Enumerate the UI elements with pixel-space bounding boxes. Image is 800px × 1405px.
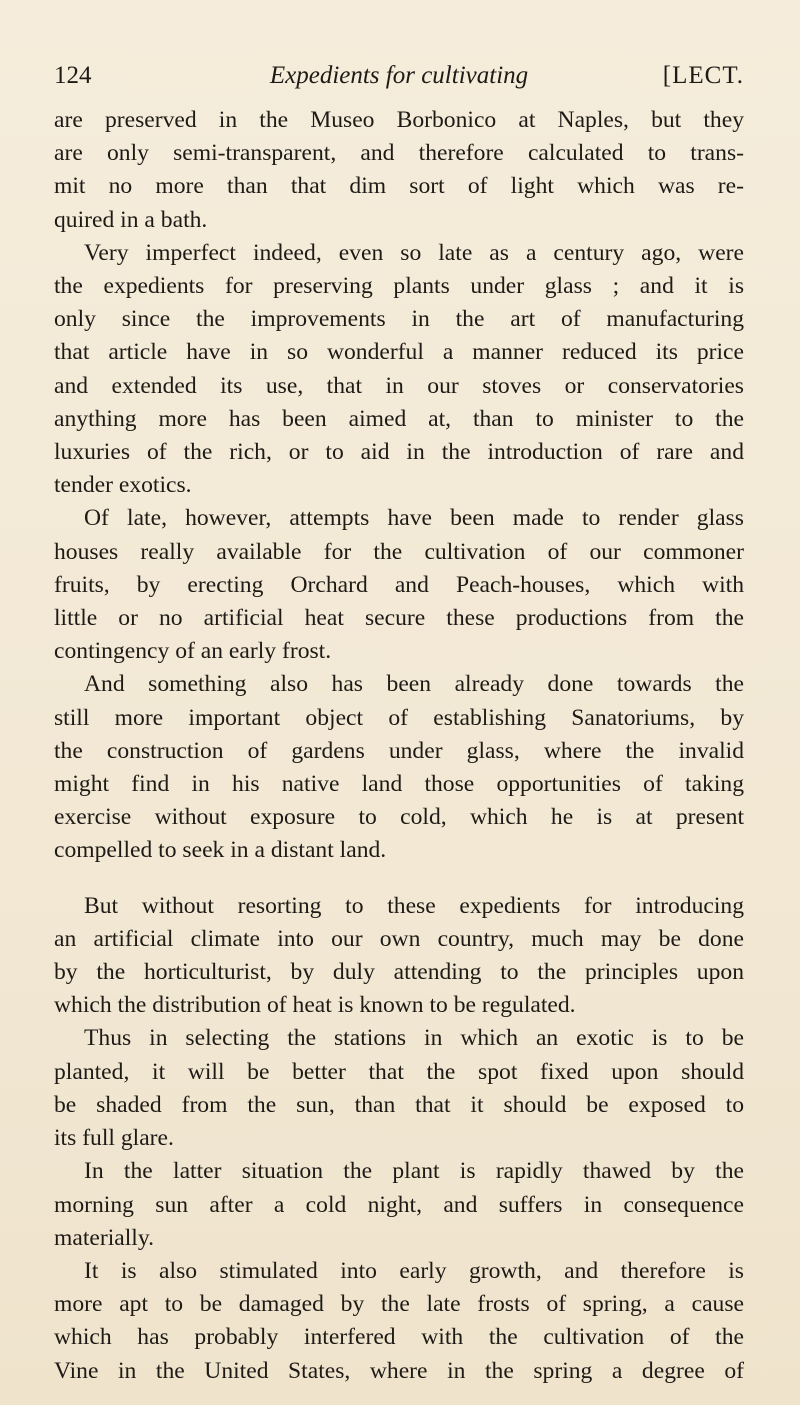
text-line: quired in a bath. <box>54 206 208 233</box>
text-line: Of late, however, attempts have been made to render glass <box>84 505 744 532</box>
section-mark: [LECT. <box>662 62 744 89</box>
text-line: are only semi-transparent, and therefore calculated to trans- <box>54 140 744 167</box>
text-line: morning sun after a cold night, and suffers in consequence <box>54 1191 744 1218</box>
text-line: exercise without exposure to cold, which he is at present <box>54 804 744 831</box>
text-line: tender exotics. <box>54 472 192 499</box>
text-line: might find in his native land those opportunities of taking <box>54 771 744 798</box>
text-line: compelled to seek in a distant land. <box>54 837 387 864</box>
page-header <box>54 58 744 94</box>
text-line: But without resorting to these expedients for introducing <box>84 892 744 919</box>
text-line: the expedients for preserving plants under glass ; and it is <box>54 273 744 300</box>
text-line: Thus in selecting the stations in which an exotic is to be <box>84 1025 744 1052</box>
paragraph-1 <box>54 104 744 237</box>
text-line: mit no more than that dim sort of light which was re- <box>54 173 744 200</box>
paragraph-4 <box>54 668 744 867</box>
text-line: Very imperfect indeed, even so late as a century ago, were <box>84 239 744 266</box>
text-line: that article have in so wonderful a manner reduced its price <box>54 339 744 366</box>
text-line: luxuries of the rich, or to aid in the introduction of rare and <box>54 439 744 466</box>
text-line: planted, it will be better that the spot fixed upon should <box>54 1058 744 1085</box>
text-line: an artificial climate into our own country, much may be done <box>54 925 744 952</box>
paragraph-2 <box>54 237 744 503</box>
text-line: anything more has been aimed at, than to minister to the <box>54 405 744 432</box>
text-line: materially. <box>54 1224 155 1251</box>
text-line: still more important object of establishing Sanatoriums, by <box>54 704 744 731</box>
paragraph-gap <box>54 868 744 890</box>
text-line: houses really available for the cultivation of our commoner <box>54 538 744 565</box>
running-title: Expedients for cultivating <box>269 62 529 89</box>
text-line: the construction of gardens under glass, where the invalid <box>54 737 744 764</box>
text-line: And something also has been already done towards the <box>84 671 744 698</box>
paragraph-6 <box>54 1022 744 1155</box>
paragraph-3 <box>54 502 744 668</box>
text-line: more apt to be damaged by the late frosts of spring, a cause <box>54 1291 744 1318</box>
text-line: and extended its use, that in our stoves or conservatories <box>54 372 744 399</box>
paragraph-7 <box>54 1155 744 1255</box>
text-line: little or no artificial heat secure these productions from the <box>54 605 744 632</box>
page-number: 124 <box>54 62 92 89</box>
text-line: its full glare. <box>54 1125 174 1152</box>
text-line: contingency of an early frost. <box>54 638 332 665</box>
paragraph-8 <box>54 1255 744 1388</box>
paragraph-5 <box>54 890 744 1023</box>
text-line: which has probably interfered with the cultivation of the <box>54 1324 744 1351</box>
body-text <box>54 104 744 1388</box>
text-line: which the distribution of heat is known to be regulated. <box>54 992 576 1019</box>
text-line: by the horticulturist, by duly attending to the principles upon <box>54 959 744 986</box>
text-line: be shaded from the sun, than that it should be exposed to <box>54 1091 744 1118</box>
text-line: In the latter situation the plant is rapidly thawed by the <box>84 1158 744 1185</box>
text-line: only since the improvements in the art of manufacturing <box>54 306 744 333</box>
text-line: fruits, by erecting Orchard and Peach-houses, which with <box>54 571 744 598</box>
text-line: are preserved in the Museo Borbonico at Naples, but they <box>54 107 744 133</box>
text-line: It is also stimulated into early growth, and therefore is <box>84 1257 744 1284</box>
text-line: Vine in the United States, where in the spring a degree of <box>54 1357 744 1384</box>
